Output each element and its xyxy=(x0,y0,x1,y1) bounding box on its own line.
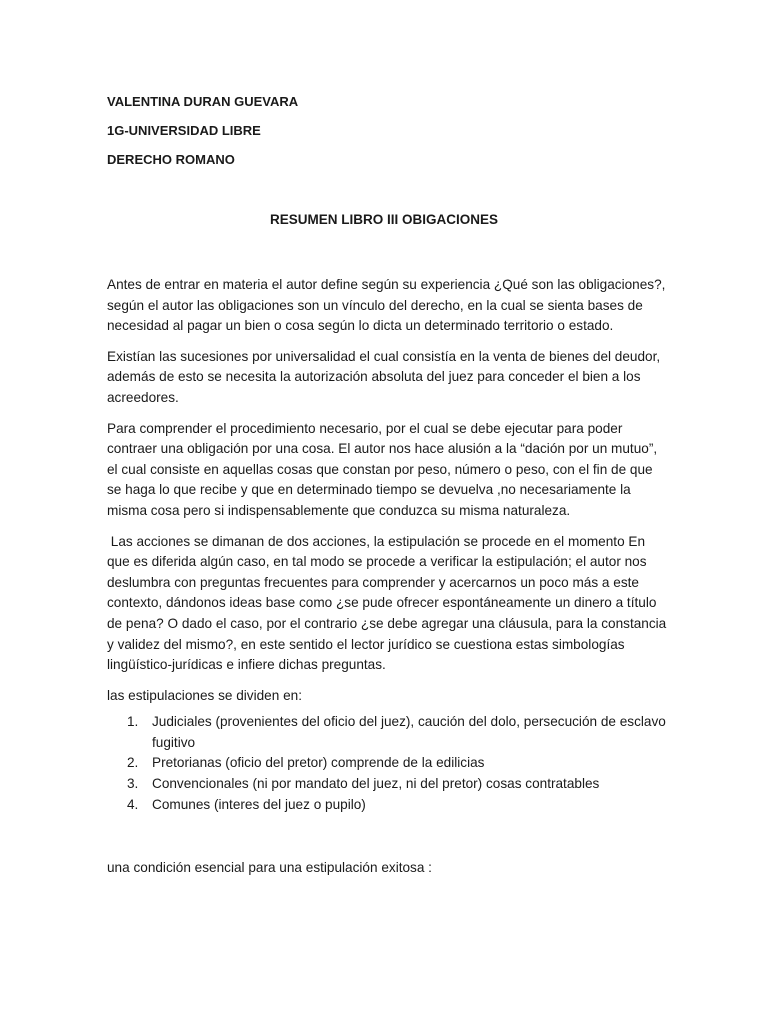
list-number: 1. xyxy=(127,714,139,730)
author-name: VALENTINA DURAN GUEVARA xyxy=(107,94,299,109)
list-item xyxy=(107,712,667,753)
list-number: 4. xyxy=(127,796,139,812)
list-number: 2. xyxy=(127,755,139,771)
list-item-text: Pretorianas (oficio del pretor) comprende de la edilicias xyxy=(152,755,485,771)
document-body xyxy=(107,275,670,815)
list-item-text: Judiciales (provenientes del oficio del juez), caución del dolo, persecución de esclavo fugitivo xyxy=(152,714,666,750)
list-item-text: Convencionales (ni por mandato del juez, ni del pretor) cosas contratables xyxy=(152,776,600,792)
list-item xyxy=(107,795,667,816)
list-number: 3. xyxy=(127,776,139,792)
document-title: RESUMEN LIBRO III OBIGACIONES xyxy=(269,212,499,227)
paragraph: las estipulaciones se dividen en: xyxy=(107,687,302,703)
stipulation-list xyxy=(107,712,667,815)
paragraph: Las acciones se dimanan de dos acciones, la estipulación se procede en el momento En que es diferida algún caso, en tal modo se procede a verificar la estipulación; el autor nos deslumbra con preguntas frecuentes para comprender y acercarnos un poco más a este contexto, dándonos ideas base como ¿se pude ofrecer espontáneamente un dinero a título de pena? O dado el caso, por el contrario ¿se debe agregar una cláusula, para la constancia y validez del mismo?, en este sentido el lector jurídico se cuestiona estas simbologías lingüístico-jurídicas e infiere dichas preguntas. xyxy=(107,533,670,673)
closing-line: una condición esencial para una estipulación exitosa : xyxy=(107,860,432,875)
list-item xyxy=(107,774,667,795)
subject-name: DERECHO ROMANO xyxy=(107,152,235,167)
paragraph: Antes de entrar en materia el autor define según su experiencia ¿Qué son las obligaciones?, según el autor las obligaciones son un vínculo del derecho, en la cual se sienta bases de necesidad al pagar un bien o cosa según lo dicta un determinado territorio o estado. xyxy=(107,277,666,334)
list-item-text: Comunes (interes del juez o pupilo) xyxy=(152,796,366,812)
paragraph: Existían las sucesiones por universalidad el cual consistía en la venta de bienes del deudor, además de esto se necesita la autorización absoluta del juez para conceder el bien a los acreedores. xyxy=(107,348,661,405)
paragraph: Para comprender el procedimiento necesario, por el cual se debe ejecutar para poder contraer una obligación por una cosa. El autor nos hace alusión a la “dación por un mutuo”, el cual consiste en aquellas cosas que constan por peso, número o peso, con el fin de que se haga lo que recibe y que en determinado tiempo se devuelva ,no necesariamente la misma cosa pero si indispensablemente que conduzca su misma naturaleza. xyxy=(107,420,658,518)
institution-name: 1G-UNIVERSIDAD LIBRE xyxy=(107,123,261,138)
list-item xyxy=(107,753,667,774)
